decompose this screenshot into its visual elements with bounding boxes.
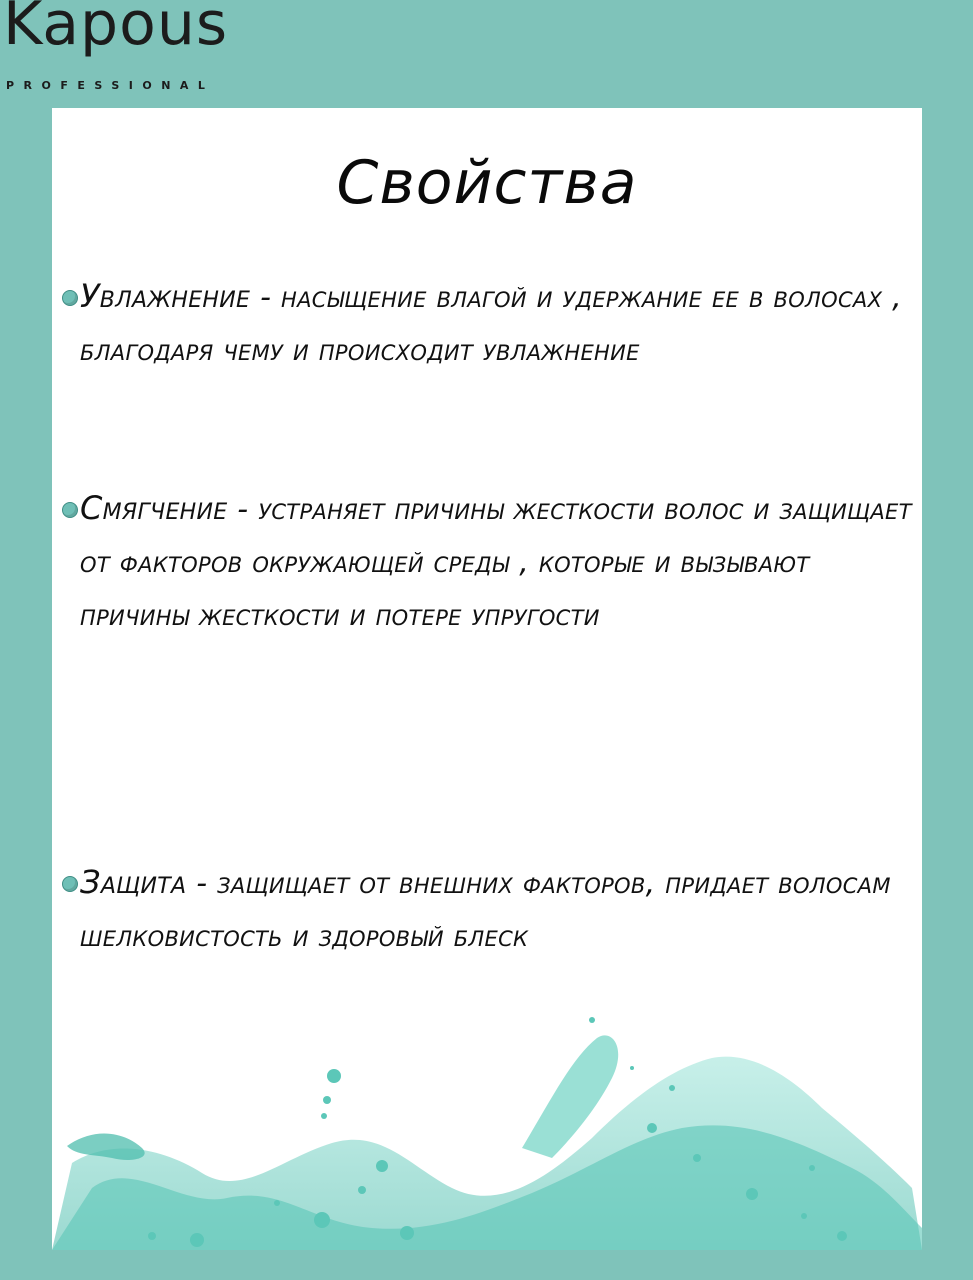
property-term: Защита	[80, 863, 187, 901]
property-text	[80, 482, 920, 642]
property-term: Увлажнение	[80, 277, 251, 315]
property-description: - устраняет причины жесткости волос и защищает от факторов окружающей среды , которые и вызывают причины жесткости и потере упругости	[80, 492, 912, 633]
bullet-icon	[62, 502, 78, 518]
property-text	[80, 856, 920, 963]
bullet-icon	[62, 290, 78, 306]
brand-subtitle: PROFESSIONAL	[6, 79, 215, 92]
property-description: - насыщение влагой и удержание ее в волосах , благодаря чему и происходит увлажнение	[80, 280, 902, 368]
content-panel	[52, 108, 922, 1250]
water-splash-image	[52, 958, 922, 1250]
bullet-icon	[62, 876, 78, 892]
property-term: Смягчение	[80, 489, 228, 527]
brand-logo	[0, 0, 300, 104]
property-description: - защищает от внешних факторов, придает волосам шелковистость и здоровый блеск	[80, 866, 891, 954]
brand-name: Kapous	[3, 0, 229, 59]
property-text	[80, 270, 920, 377]
page-title: Свойства	[336, 148, 638, 218]
